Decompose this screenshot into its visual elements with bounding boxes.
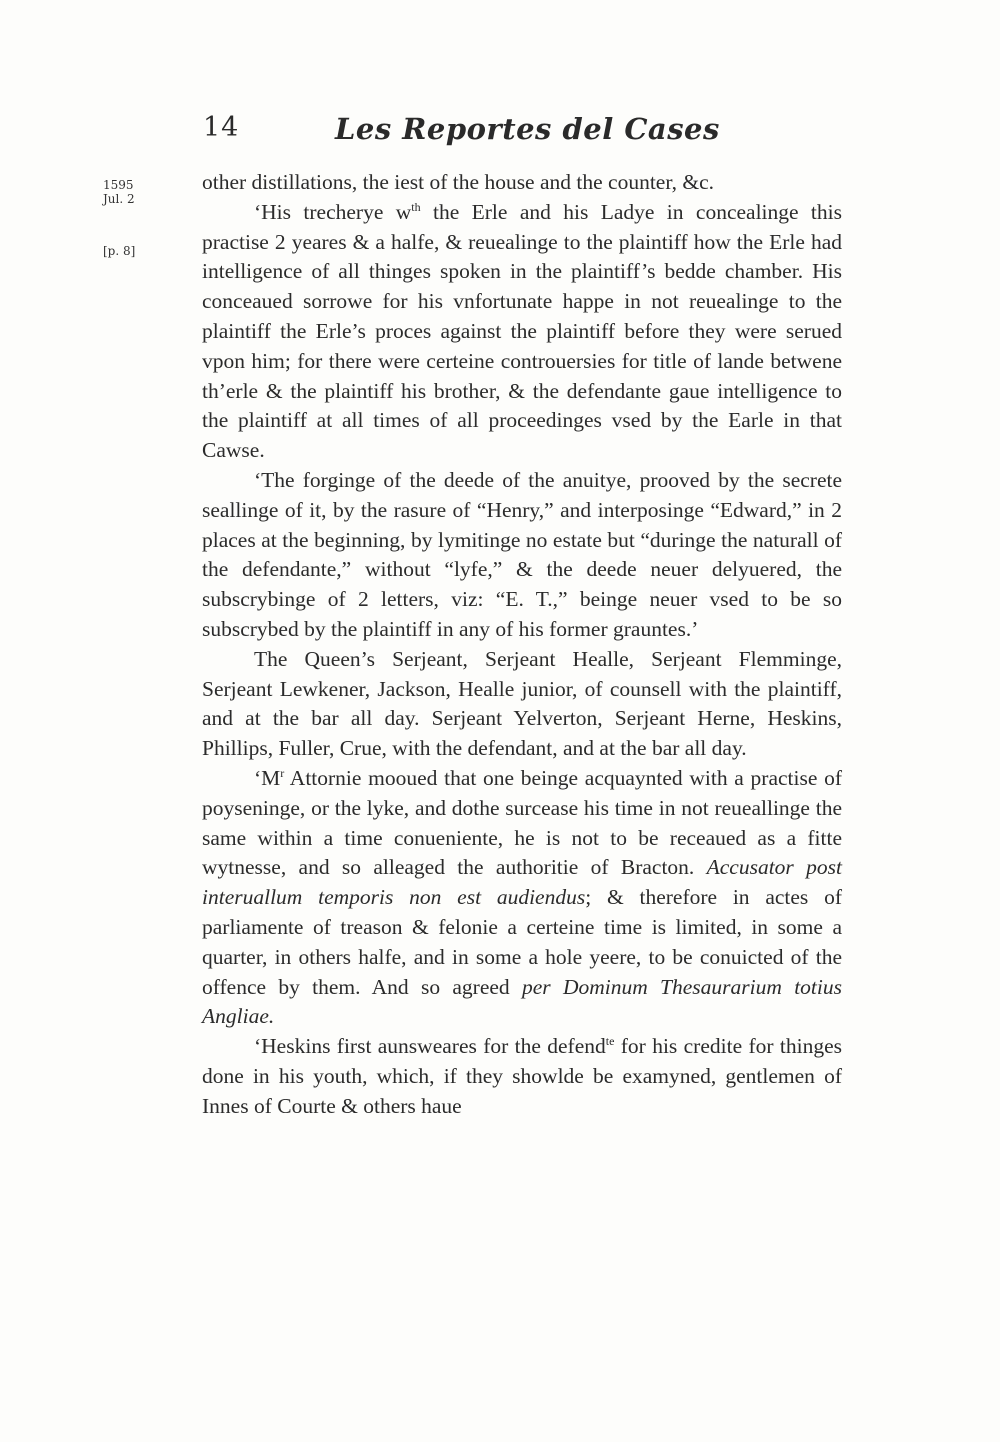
paragraph-5-latin-phrase: per Dominum Thesaurarium totius Angliae. bbox=[202, 974, 842, 1029]
paragraph-2 bbox=[202, 198, 842, 466]
running-title: Les Reportes del Cases bbox=[335, 112, 720, 146]
margin-date: Jul. 2 bbox=[103, 192, 135, 206]
paragraph-5-text-b: Attornie mooued that one beinge acquaynted with a practise of poyseninge, or the lyke, and dothe surcease his time in not reueallinge the same within a time conueniente, he is not to be receaued as a fitte wytnesse, and so alleaged the authoritie of Bracton. bbox=[202, 765, 842, 880]
margin-year: 1595 bbox=[103, 178, 134, 192]
paragraph-2-superscript: th bbox=[411, 199, 421, 214]
paragraph-5-text-c: ; & therefore in actes of parliamente of treason & felonie a certeine time is limited, in some a quarter, in others halfe, and in some a hole yeere, to be conuicted of the offence by them. And so agreed bbox=[202, 885, 842, 999]
paragraph-6-text-b: for his credite for thinges done in his youth, which, if they showlde be examyned, gentlemen of Innes of Courte & others haue bbox=[202, 1034, 842, 1118]
margin-page-ref: [p. 8] bbox=[103, 244, 136, 258]
paragraph-6 bbox=[202, 1032, 842, 1121]
paragraph-5 bbox=[202, 764, 842, 1032]
paragraph-3 bbox=[202, 466, 842, 645]
paragraph-2-text-b: the Erle and his Ladye in concealinge this practise 2 yeares & a halfe, & reuealinge to the plaintiff how the Erle had intelligence of all thinges spoken in the plaintiff’s bedde chamber. His conceaued sorrowe for his vnfortunate happe in not reuealinge to the plaintiff the Erle’s proces against the plaintiff before they were serued vpon him; for there were certeine controuersies for title of lande betwene th’erle & the plaintiff his brother, & the defendante gaue intelligence to the plaintiff at all times of all proceedinges vsed by the Earle in that Cawse. bbox=[202, 199, 842, 463]
body-text bbox=[202, 168, 842, 1122]
paragraph-5-latin-quote: Accusator post interuallum temporis non est audiendus bbox=[202, 855, 842, 910]
paragraph-5-superscript: r bbox=[280, 765, 285, 780]
paragraph-1-text: other distillations, the iest of the house and the counter, &c. bbox=[202, 170, 715, 194]
paragraph-3-text: ‘The forginge of the deede of the anuitye, prooved by the secrete seallinge of it, by the rasure of “Henry,” and interposinge “Edward,” in 2 places at the beginning, by lymitinge no estate but “duringe the naturall of the defendante,” without “lyfe,” & the deede neuer delyuered, the subscrybinge of 2 letters, viz: “E. T.,” beinge neuer vsed to be so subscrybed by the plaintiff in any of his former grauntes.’ bbox=[202, 467, 842, 641]
paragraph-4-text: The Queen’s Serjeant, Serjeant Healle, Serjeant Flemminge, Serjeant Lewkener, Jackson, Healle junior, of counsell with the plaintiff, and at the bar all day. Serjeant Yelverton, Serjeant Herne, Heskins, Phillips, Fuller, Crue, with the defendant, and at the bar all day. bbox=[202, 646, 842, 761]
paragraph-5-text-a: ‘M bbox=[254, 765, 281, 790]
page-number: 14 bbox=[203, 112, 240, 143]
paragraph-6-text-a: ‘Heskins first aunsweares for the defend bbox=[254, 1034, 606, 1059]
paragraph-6-superscript: te bbox=[605, 1034, 615, 1049]
paragraph-2-text-a: ‘His trecherye w bbox=[254, 199, 412, 224]
paragraph-1 bbox=[202, 168, 842, 198]
paragraph-4 bbox=[202, 645, 842, 764]
